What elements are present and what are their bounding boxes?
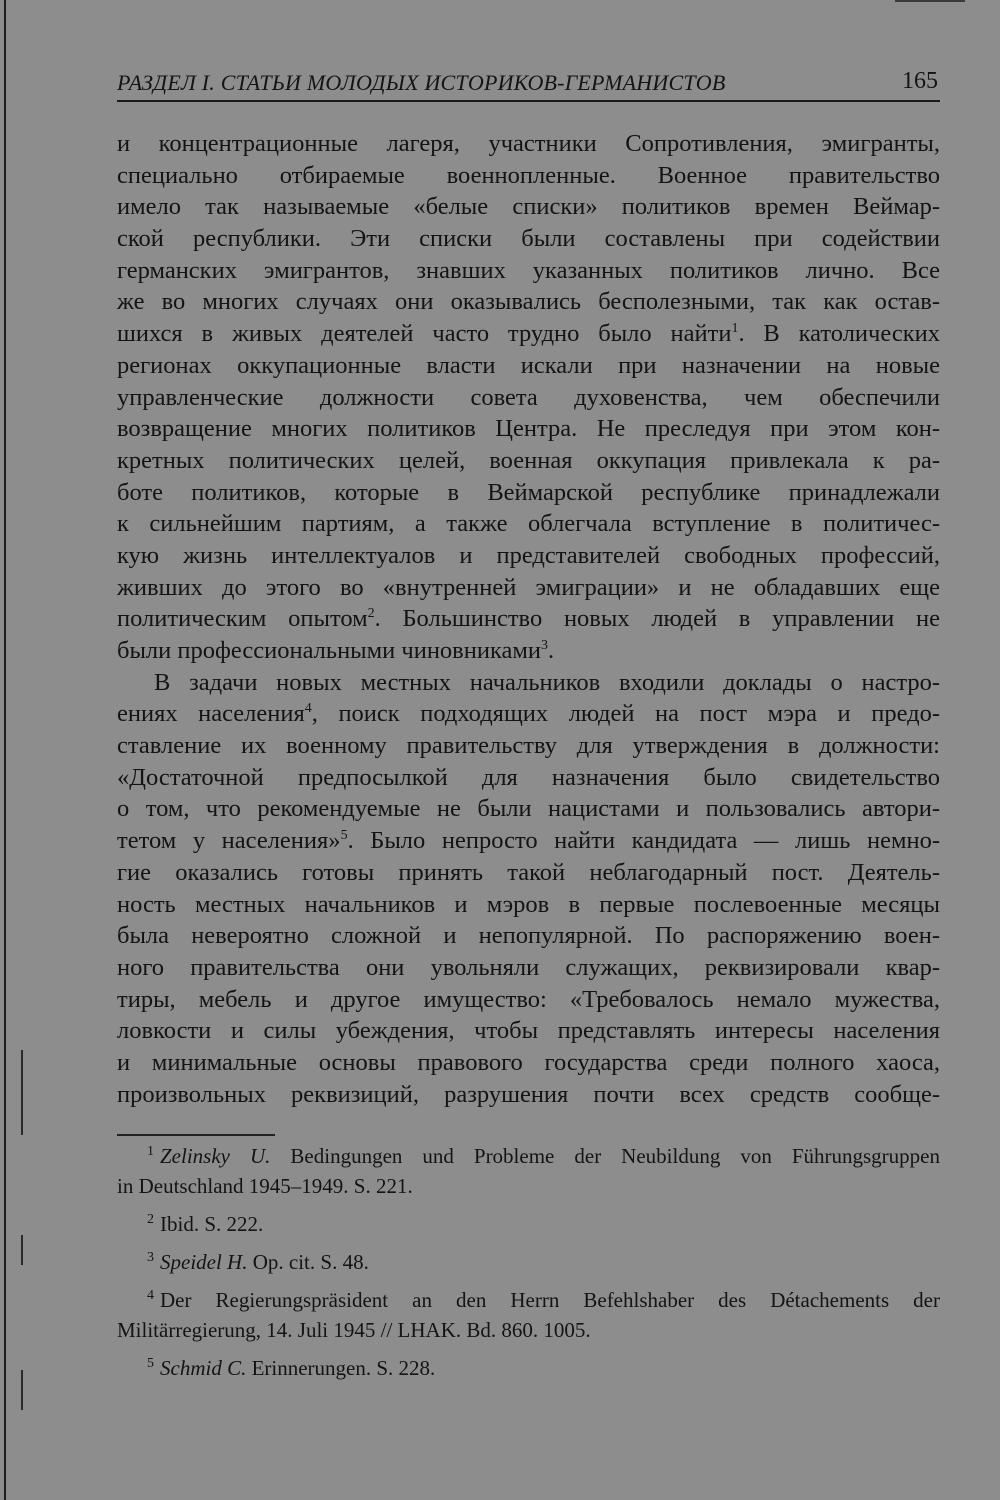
text-span: шихся в живых деятелей часто трудно было найти <box>117 320 732 348</box>
footnote-3 <box>117 1247 940 1277</box>
footnote-number: 4 <box>147 1288 154 1303</box>
text-line <box>117 698 940 730</box>
scan-margin-mark <box>21 1050 23 1135</box>
text-line: же во многих случаях они оказывались бесполезными, так как остав- <box>117 288 940 316</box>
text-line: боте политиков, которые в Веймарской республике принадлежали <box>117 478 940 506</box>
scan-margin-mark <box>21 1370 23 1410</box>
footnote-author: Speidel H. <box>160 1250 248 1274</box>
text-line: ность местных начальников и мэров в первые послевоенные месяцы <box>117 890 940 918</box>
text-line: В задачи новых местных начальников входили доклады о настро- <box>154 668 940 696</box>
text-line: специально отбираемые военнопленные. Военное правительство <box>117 161 940 189</box>
text-line: живших до этого во «внутренней эмиграции» и не обладавших еще <box>117 573 940 601</box>
text-line <box>117 825 940 857</box>
page-left-edge <box>4 0 6 1500</box>
footnote-5 <box>117 1353 940 1383</box>
footnote-number: 2 <box>147 1212 154 1227</box>
text-line: кретных политических целей, военная оккупация привлекала к ра- <box>117 446 940 474</box>
footnote-text: Bedingungen und Probleme der Neubildung von Führungsgruppen <box>290 1144 940 1168</box>
text-span: . Было непросто найти кандидата — лишь немно- <box>347 827 940 855</box>
footnote-4-continued: Militärregierung, 14. Juli 1945 // LHAK. Bd. 860. 1005. <box>117 1318 591 1342</box>
text-span: политическим опытом <box>117 605 368 633</box>
text-line <box>117 635 940 667</box>
footnote-text: Ibid. S. 222. <box>160 1212 264 1236</box>
text-line: ного правительства они увольняли служащих, реквизировали квар- <box>117 953 940 981</box>
footnote-number: 1 <box>147 1144 154 1159</box>
footnote-ref: 3 <box>541 637 548 653</box>
footnote-4 <box>117 1285 940 1315</box>
footnote-text: Der Regierungspräsident an den Herrn Befehlshaber des Détachements der <box>160 1288 940 1312</box>
text-line: управленческие должности совета духовенства, чем обеспечили <box>117 383 940 411</box>
text-span: . <box>548 637 555 664</box>
main-text <box>117 128 940 1110</box>
text-line: кую жизнь интеллектуалов и представителей свободных профессий, <box>117 541 940 569</box>
footnote-ref: 2 <box>367 606 375 622</box>
text-line: регионах оккупационные власти искали при назначении на новые <box>117 351 940 379</box>
footnote-number: 5 <box>147 1356 154 1371</box>
footnote-text: Erinnerungen. S. 228. <box>251 1356 436 1380</box>
text-line: возвращение многих политиков Центра. Не преследуя при этом кон- <box>117 415 940 443</box>
text-span: . Большинство новых людей в управлении не <box>374 605 940 633</box>
text-line: и концентрационные лагеря, участники Сопротивления, эмигранты, <box>117 130 940 157</box>
running-header <box>117 66 940 102</box>
footnote-ref: 4 <box>304 701 312 717</box>
text-line: была невероятно сложной и непопулярной. По распоряжению воен- <box>117 922 940 950</box>
footnote-text: Op. cit. S. 48. <box>252 1250 369 1274</box>
text-line: «Достаточной предпосылкой для назначения было свидетельство <box>117 763 940 791</box>
text-line: к сильнейшим партиям, а также облегчала вступление в политичес- <box>117 510 940 538</box>
footnotes <box>117 1141 940 1383</box>
footnote-divider <box>117 1134 275 1136</box>
text-span: ениях населения <box>117 700 305 728</box>
text-line <box>117 318 940 350</box>
text-line: тиры, мебель и другое имущество: «Требовалось немало мужества, <box>117 985 940 1013</box>
text-line: ловкости и силы убеждения, чтобы представлять интересы населения <box>117 1017 940 1045</box>
text-span: тетом у населения» <box>117 827 341 855</box>
text-line <box>117 603 940 635</box>
footnote-2 <box>117 1209 940 1239</box>
text-line: произвольных реквизиций, разрушения почти всех средств сообще- <box>117 1080 940 1108</box>
text-line: ставление их военному правительству для утверждения в должности: <box>117 732 940 760</box>
footnote-1 <box>117 1141 940 1171</box>
running-title: РАЗДЕЛ I. СТАТЬИ МОЛОДЫХ ИСТОРИКОВ-ГЕРМАНИСТОВ <box>117 70 726 95</box>
text-line: о том, что рекомендуемые не были нацистами и пользовались автори- <box>117 795 940 823</box>
footnote-ref: 1 <box>731 320 739 336</box>
text-span: были профессиональными чиновниками <box>117 637 541 664</box>
text-span: , поиск подходящих людей на пост мэра и предо- <box>311 700 940 728</box>
footnote-1-continued: in Deutschland 1945–1949. S. 221. <box>117 1174 413 1198</box>
text-line: имело так называемые «белые списки» политиков времен Веймар- <box>117 193 940 221</box>
text-line: гие оказались готовы принять такой неблагодарный пост. Деятель- <box>117 858 940 886</box>
page-number: 165 <box>902 68 938 94</box>
footnote-author: Zelinsky U. <box>160 1144 271 1168</box>
text-line: германских эмигрантов, знавших указанных политиков лично. Все <box>117 256 940 284</box>
footnote-ref: 5 <box>340 827 348 843</box>
footnote-author: Schmid C. <box>160 1356 247 1380</box>
text-span: . В католических <box>738 320 940 348</box>
scan-top-mark <box>895 0 965 2</box>
footnote-number: 3 <box>147 1250 154 1265</box>
text-line: ской республики. Эти списки были составлены при содействии <box>117 225 940 253</box>
scan-margin-mark <box>21 1235 23 1265</box>
text-line: и минимальные основы правового государства среди полного хаоса, <box>117 1048 940 1076</box>
